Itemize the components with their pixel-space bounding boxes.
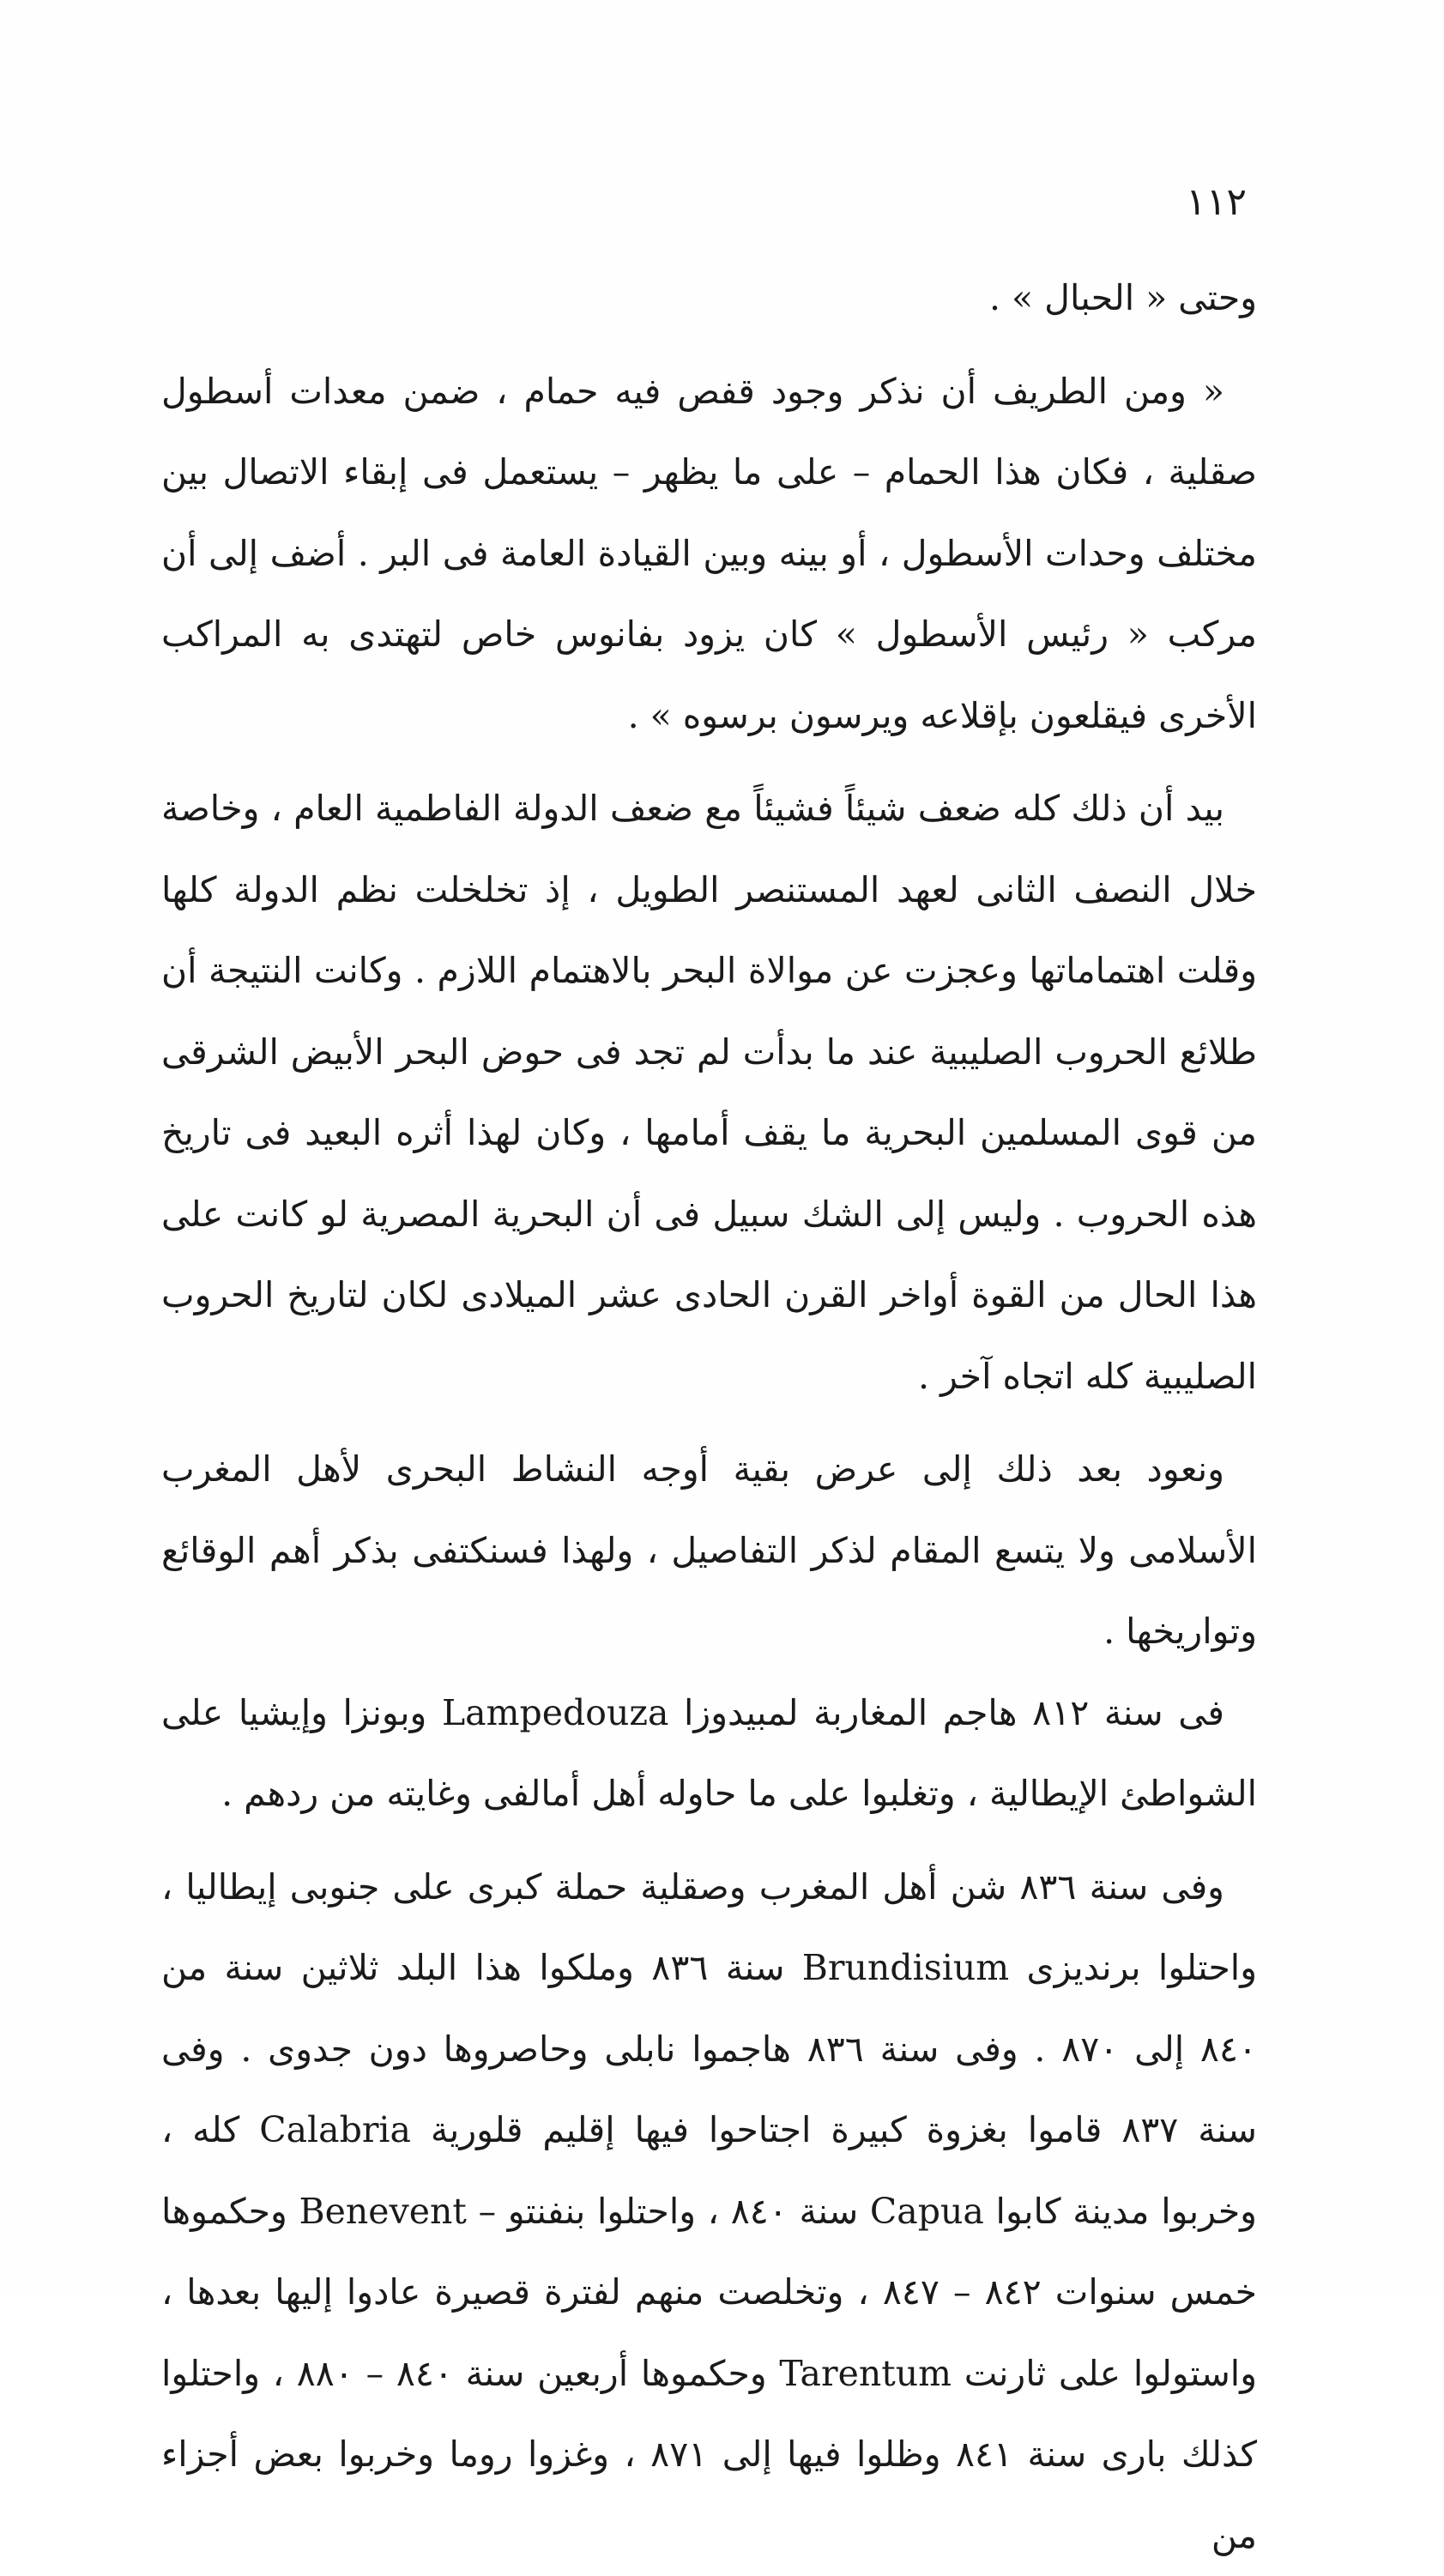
- page-number: ١١٢: [1186, 180, 1247, 224]
- paragraph-6: وفى سنة ٨٣٦ شن أهل المغرب وصقلية حملة كبرى على جنوبى إيطاليا ، واحتلوا برنديزى Brundisium سنة ٨٣٦ وملكوا هذا البلد ثلاثين سنة من ٨٤٠ إلى ٨٧٠ . وفى سنة ٨٣٦ هاجموا نابلى وحاصروها دون جدوى . وفى سنة ٨٣٧ قاموا بغزوة كبيرة اجتاحوا فيها إقليم قلورية Calabria كله ، وخربوا مدينة كابوا Capua سنة ٨٤٠ ، واحتلوا بنفنتو – Benevent وحكموها خمس سنوات ٨٤٢ – ٨٤٧ ، وتخلصت منهم لفترة قصيرة عادوا إليها بعدها ، واستولوا على ثارنت Tarentum وحكموها أربعين سنة ٨٤٠ – ٨٨٠ ، واحتلوا كذلك بارى سنة ٨٤١ وظلوا فيها إلى ٨٧١ ، وغزوا روما وخربوا بعض أجزاء من: [161, 1847, 1257, 2576]
- body-text: [161, 257, 1257, 2576]
- paragraph-2: « ومن الطريف أن نذكر وجود قفص فيه حمام ، ضمن معدات أسطول صقلية ، فكان هذا الحمام – على ما يظهر – يستعمل فى إبقاء الاتصال بين مختلف وحدات الأسطول ، أو بينه وبين القيادة العامة فى البر . أضف إلى أن مركب « رئيس الأسطول » كان يزود بفانوس خاص لتهتدى به المراكب الأخرى فيقلعون بإقلاعه ويرسون برسوه » .: [161, 351, 1257, 757]
- paragraph-3: بيد أن ذلك كله ضعف شيئاً فشيئاً مع ضعف الدولة الفاطمية العام ، وخاصة خلال النصف الثانى لعهد المستنصر الطويل ، إذ تخلخلت نظم الدولة كلها وقلت اهتماماتها وعجزت عن موالاة البحر بالاهتمام اللازم . وكانت النتيجة أن طلائع الحروب الصليبية عند ما بدأت لم تجد فى حوض البحر الأبيض الشرقى من قوى المسلمين البحرية ما يقف أمامها ، وكان لهذا أثره البعيد فى تاريخ هذه الحروب . وليس إلى الشك سبيل فى أن البحرية المصرية لو كانت على هذا الحال من القوة أواخر القرن الحادى عشر الميلادى لكان لتاريخ الحروب الصليبية كله اتجاه آخر .: [161, 768, 1257, 1417]
- paragraph-5: فى سنة ٨١٢ هاجم المغاربة لمبيدوزا Lampedouza وبونزا وإيشيا على الشواطئ الإيطالية ، وتغلبوا على ما حاوله أهل أمالفى وغايته من ردهم .: [161, 1672, 1257, 1835]
- paragraph-4: ونعود بعد ذلك إلى عرض بقية أوجه النشاط البحرى لأهل المغرب الأسلامى ولا يتسع المقام لذكر التفاصيل ، ولهذا فسنكتفى بذكر أهم الوقائع وتواريخها .: [161, 1429, 1257, 1672]
- paragraph-1: وحتى « الحبال » .: [161, 257, 1257, 339]
